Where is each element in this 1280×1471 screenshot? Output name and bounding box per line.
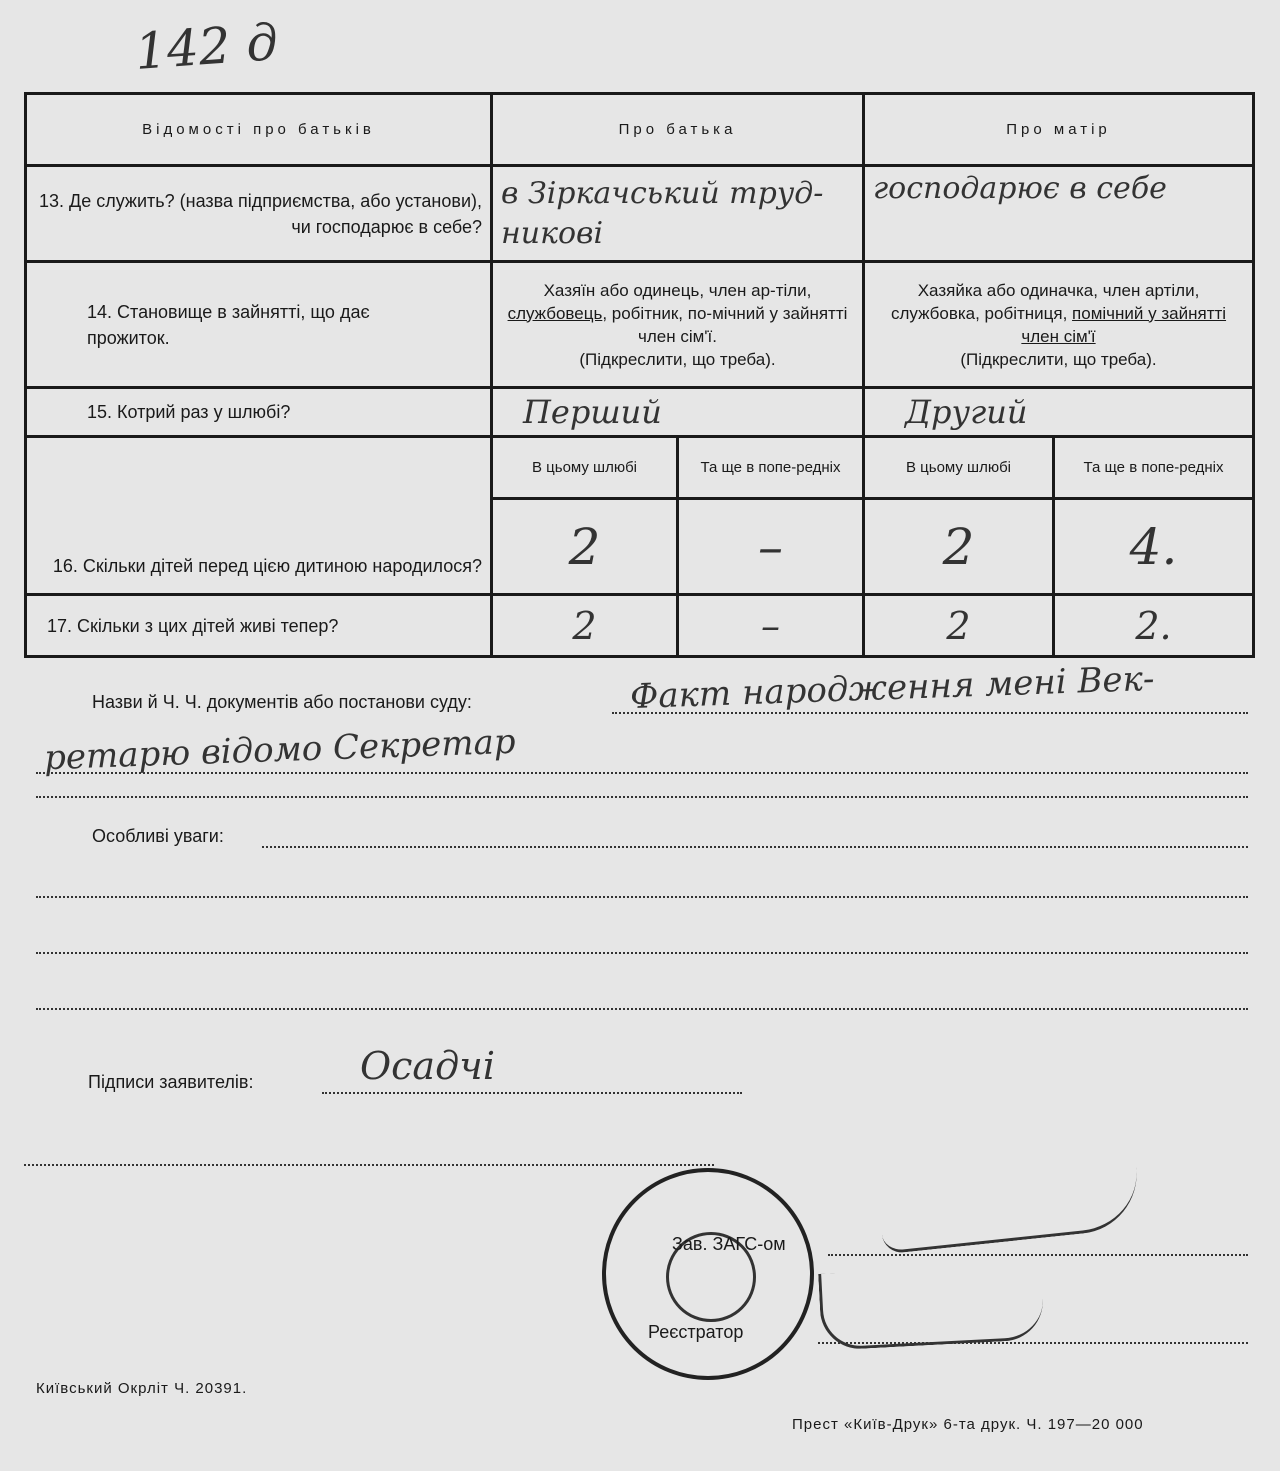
- dotted-line: [36, 896, 1248, 898]
- header-parents-info: Відомості про батьків: [26, 94, 492, 166]
- children-born-father-previous: –: [678, 499, 864, 595]
- option-text: Хазяйка або одиначка, член артіли, службовка, робітниця,: [890, 280, 1200, 323]
- registrar-signature-scribble: [818, 1262, 1045, 1351]
- options-14-mother: [864, 262, 1254, 388]
- official-seal: [602, 1168, 814, 1380]
- parents-info-table: [24, 92, 1255, 658]
- dotted-line: [262, 846, 1248, 848]
- header-father: Про батька: [492, 94, 864, 166]
- answer-13-father: в Зіркачський труд-никові: [492, 166, 864, 262]
- option-underlined: службовець: [507, 303, 603, 323]
- registrar-label: Реєстратор: [648, 1322, 744, 1342]
- answer-15-mother: Другий: [864, 388, 1254, 437]
- option-underlined: помічний у зайнятті член сім'ї: [1021, 303, 1227, 346]
- option-note: (Підкреслити, що треба).: [960, 349, 1157, 369]
- children-alive-father-previous: –: [678, 595, 864, 657]
- answer-13-mother: господарює в себе: [864, 166, 1254, 262]
- footer-left: Київський Окрліт Ч. 20391.: [36, 1380, 248, 1397]
- question-15: 15. Котрий раз у шлюбі?: [26, 388, 492, 437]
- dotted-line: [36, 772, 1248, 774]
- signatures-label: Підписи заявителів:: [88, 1072, 254, 1092]
- options-14-father: [492, 262, 864, 388]
- children-alive-mother-this: 2: [864, 595, 1054, 657]
- children-alive-mother-previous: 2.: [1054, 595, 1254, 657]
- question-13: 13. Де служить? (назва підприємства, або установи), чи господарює в себе?: [26, 166, 492, 262]
- dotted-line: [828, 1254, 1248, 1256]
- head-signature-scribble: [877, 1165, 1142, 1255]
- children-born-father-this: 2: [492, 499, 678, 595]
- dotted-line: [322, 1092, 742, 1094]
- header-mother: Про матір: [864, 94, 1254, 166]
- dotted-line: [818, 1342, 1248, 1344]
- footer-right: Прест «Київ-Друк» 6-та друк. Ч. 197—20 000: [792, 1416, 1144, 1433]
- applicant-signature: Осадчі: [360, 1044, 495, 1088]
- subheader-mother-previous: Та ще в попе-редніх: [1054, 437, 1254, 499]
- answer-15-father: Перший: [492, 388, 864, 437]
- option-text: Хазяїн або одинець, член ар-тіли,: [543, 280, 812, 300]
- option-note: (Підкреслити, що треба).: [579, 349, 776, 369]
- option-text: , робітник, по-мічний у зайнятті член сім'ї.: [602, 303, 848, 346]
- dotted-line: [36, 796, 1248, 798]
- question-16: 16. Скільки дітей перед цією дитиною народилося?: [26, 437, 492, 595]
- corner-mark: 142 д: [133, 13, 280, 81]
- subheader-father-this: В цьому шлюбі: [492, 437, 678, 499]
- question-17: 17. Скільки з цих дітей живі тепер?: [26, 595, 492, 657]
- documents-value-line2: ретарю відомо Секретар: [43, 721, 517, 779]
- dotted-line: [24, 1164, 714, 1166]
- children-alive-father-this: 2: [492, 595, 678, 657]
- remarks-label: Особливі уваги:: [92, 826, 224, 846]
- subheader-mother-this: В цьому шлюбі: [864, 437, 1054, 499]
- subheader-father-previous: Та ще в попе-редніх: [678, 437, 864, 499]
- dotted-line: [36, 952, 1248, 954]
- documents-label: Назви й Ч. Ч. документів або постанови суду:: [92, 692, 472, 712]
- children-born-mother-previous: 4.: [1054, 499, 1254, 595]
- head-registry-label: Зав. ЗАГС-ом: [672, 1234, 786, 1254]
- question-14: 14. Становище в зайнятті, що дає прожиток.: [26, 262, 492, 388]
- dotted-line: [36, 1008, 1248, 1010]
- children-born-mother-this: 2: [864, 499, 1054, 595]
- documents-value-line1: Факт народження мені Век-: [629, 658, 1156, 718]
